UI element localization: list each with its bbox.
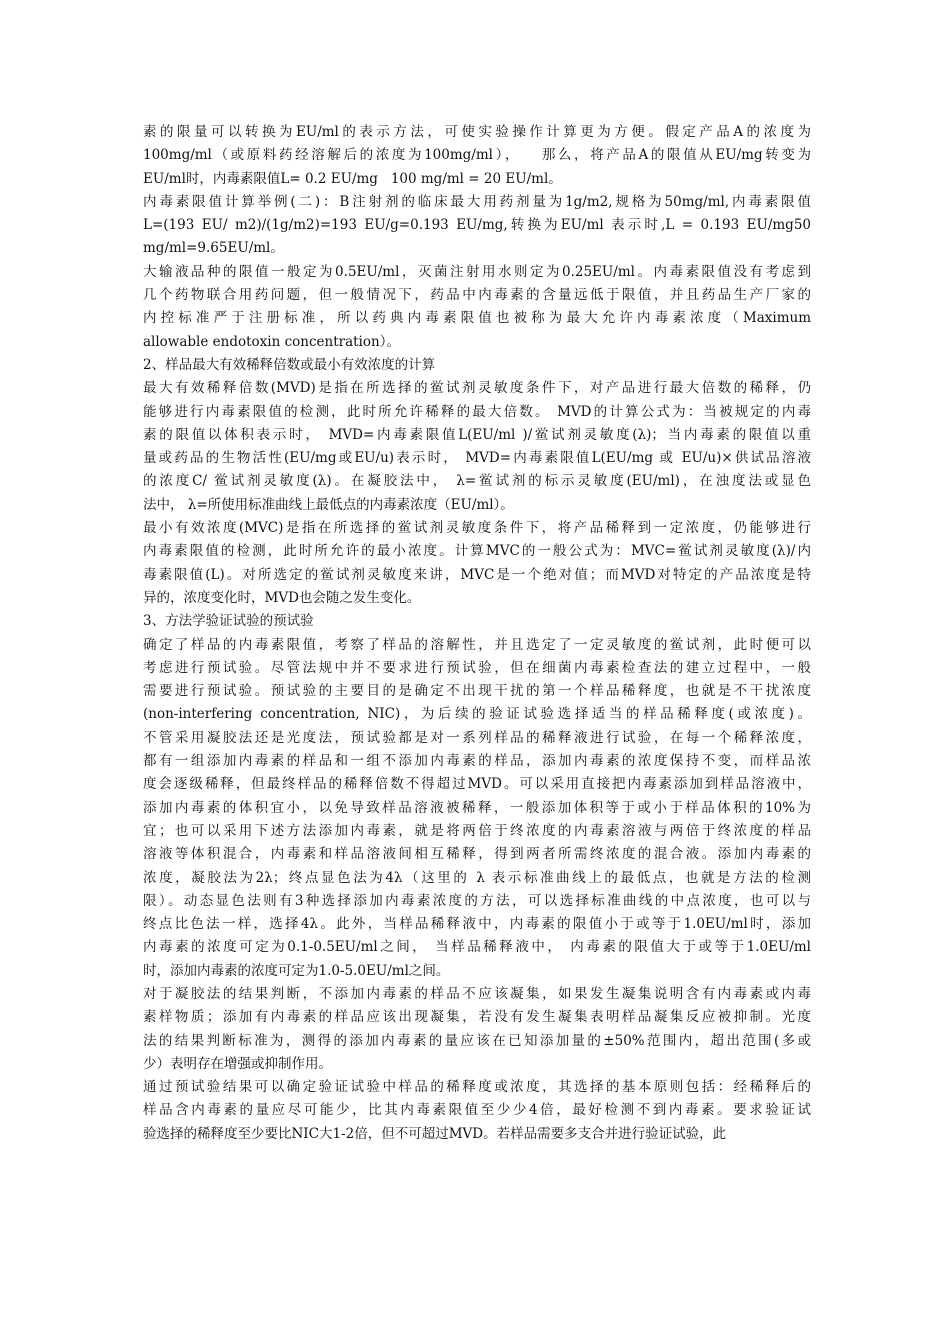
text-line: 素样物质；添加有内毒素的样品应该出现凝集，若没有发生凝集表明样品凝集反应被抑制。光度 [143, 1009, 811, 1026]
body-paragraph [143, 517, 811, 610]
text-line: 量或药品的生物活性(EU/mg或EU/u)表示时， MVD=内毒素限值L(EU/mg 或 EU/u)×供试品溶液 [143, 450, 811, 467]
text-line: 少）表明存在增强或抑制作用。 [143, 1055, 332, 1072]
text-line: 验选择的稀释度至少要比NIC大1-2倍，但不可超过MVD。若样品需要多支合并进行验证试验，此 [143, 1125, 727, 1142]
text-line: 法的结果判断标准为，测得的添加内毒素的量应该在已知添加量的±50%范围内，超出范围(多或 [143, 1032, 811, 1049]
text-line: 内毒素限值的检测，此时所允许的最小浓度。计算MVC的一般公式为：MVC=鲎试剂灵敏度(λ)/内 [143, 543, 811, 560]
text-line: 最大有效稀释倍数(MVD)是指在所选择的鲎试剂灵敏度条件下，对产品进行最大倍数的稀释，仍 [143, 380, 811, 397]
text-line: 确定了样品的内毒素限值，考察了样品的溶解性，并且选定了一定灵敏度的鲎试剂，此时便可以 [143, 636, 811, 653]
text-line: mg/ml=9.65EU/ml。 [143, 240, 284, 257]
text-line: 几个药物联合用药问题，但一般情况下，药品中内毒素的含量远低于限值，并且药品生产厂家的 [143, 287, 811, 304]
text-line: 考虑进行预试验。尽管法规中并不要求进行预试验，但在细菌内毒素检查法的建立过程中，一般 [143, 659, 811, 676]
body-paragraph [143, 191, 811, 261]
body-paragraph [143, 377, 811, 517]
text-line: 100mg/ml（或原料药经溶解后的浓度为100mg/ml）， 那么，将产品A的限值从EU/mg转变为 [143, 147, 811, 164]
text-line: 对于凝胶法的结果判断，不添加内毒素的样品不应该凝集，如果发生凝集说明含有内毒素或内毒 [143, 985, 811, 1002]
text-line: 3、方法学验证试验的预试验 [143, 613, 314, 630]
text-line: 浓度，凝胶法为2λ；终点显色法为4λ（这里的 λ 表示标准曲线上的最低点，也就是方法的检测 [143, 869, 811, 886]
text-line: 素的限量可以转换为EU/ml的表示方法，可使实验操作计算更为方便。假定产品A的浓度为 [143, 124, 811, 140]
text-line: 异的，浓度变化时，MVD也会随之发生变化。 [143, 589, 421, 606]
text-line: allowable endotoxin concentration）。 [143, 333, 400, 350]
text-line: 不管采用凝胶法还是光度法，预试验都是对一系列样品的稀释液进行试验，在每一个稀释浓度， [143, 729, 811, 746]
body-paragraph [143, 1076, 811, 1146]
text-line: 时，添加内毒素的浓度可定为1.0-5.0EU/ml之间。 [143, 962, 450, 979]
text-line: 内毒素的浓度可定为0.1-0.5EU/ml之间， 当样品稀释液中， 内毒素的限值大于或等于1.0EU/ml [143, 939, 811, 956]
text-line: 毒素限值(L)。对所选定的鲎试剂灵敏度来讲，MVC是一个绝对值；而MVD对特定的产品浓度是特 [143, 566, 811, 583]
text-line: 需要进行预试验。预试验的主要目的是确定不出现干扰的第一个样品稀释度，也就是不干扰浓度 [143, 683, 811, 700]
text-line: L=(193 EU/ m2)/(1g/m2)=193 EU/g=0.193 EU/mg,转换为EU/ml 表示时,L = 0.193 EU/mg50 [143, 217, 811, 234]
body-paragraph [143, 261, 811, 354]
text-line: 限）。动态显色法则有3种选择添加内毒素浓度的方法，可以选择标准曲线的中点浓度，也可以与 [143, 892, 811, 909]
body-paragraph [143, 983, 811, 1076]
text-line: EU/ml时，内毒素限值L= 0.2 EU/mg 100 mg/ml = 20 EU/ml。 [143, 170, 562, 187]
text-line: (non-interfering concentration, NIC)，为后续的验证试验选择适当的样品稀释度(或浓度)。 [143, 706, 811, 723]
text-line: 素的限值以体积表示时， MVD=内毒素限值L(EU/ml )/鲎试剂灵敏度(λ)；当内毒素的限值以重 [143, 426, 811, 443]
text-line: 宜；也可以采用下述方法添加内毒素，就是将两倍于终浓度的内毒素溶液与两倍于终浓度的样品 [143, 822, 811, 839]
text-line: 最小有效浓度(MVC)是指在所选择的鲎试剂灵敏度条件下，将产品稀释到一定浓度，仍能够进行 [143, 520, 811, 537]
text-line: 能够进行内毒素限值的检测，此时所允许稀释的最大倍数。 MVD的计算公式为：当被规定的内毒 [143, 403, 811, 420]
text-line: 度会逐级稀释，但最终样品的稀释倍数不得超过MVD。可以采用直接把内毒素添加到样品溶液中， [143, 776, 811, 793]
text-line: 内毒素限值计算举例(二)：B注射剂的临床最大用药剂量为1g/m2,规格为50mg/ml,内毒素限值 [143, 193, 811, 210]
section-heading [143, 610, 811, 633]
text-line: 都有一组添加内毒素的样品和一组不添加内毒素的样品，添加内毒素的浓度保持不变，而样品浓 [143, 753, 811, 770]
text-line: 法中， λ=所使用标准曲线上最低点的内毒素浓度（EU/ml）。 [143, 496, 514, 513]
text-line: 2、样品最大有效稀释倍数或最小有效浓度的计算 [143, 356, 436, 373]
body-paragraph [143, 121, 811, 191]
text-line: 终点比色法一样，选择4λ。此外，当样品稀释液中，内毒素的限值小于或等于1.0EU/ml时，添加 [143, 916, 811, 933]
text-line: 样品含内毒素的量应尽可能少，比其内毒素限值至少少4倍，最好检测不到内毒素。要求验证试 [143, 1102, 811, 1119]
text-line: 添加内毒素的体积宜小，以免导致样品溶液被稀释，一般添加体积等于或小于样品体积的10%为 [143, 799, 811, 816]
body-paragraph [143, 634, 811, 983]
text-line: 内控标准严于注册标准，所以药典内毒素限值也被称为最大允许内毒素浓度（Maximum [143, 310, 811, 327]
text-line: 的浓度C/ 鲎试剂灵敏度(λ)。在凝胶法中， λ=鲎试剂的标示灵敏度(EU/ml)，在浊度法或显色 [143, 473, 811, 490]
document-page [143, 121, 811, 1146]
text-line: 溶液等体积混合，内毒素和样品溶液间相互稀释，得到两者所需终浓度的混合液。添加内毒素的 [143, 846, 811, 863]
text-line: 大输液品种的限值一般定为0.5EU/ml，灭菌注射用水则定为0.25EU/ml。内毒素限值没有考虑到 [143, 263, 811, 280]
section-heading [143, 354, 811, 377]
text-line: 通过预试验结果可以确定验证试验中样品的稀释度或浓度，其选择的基本原则包括：经稀释后的 [143, 1079, 811, 1096]
